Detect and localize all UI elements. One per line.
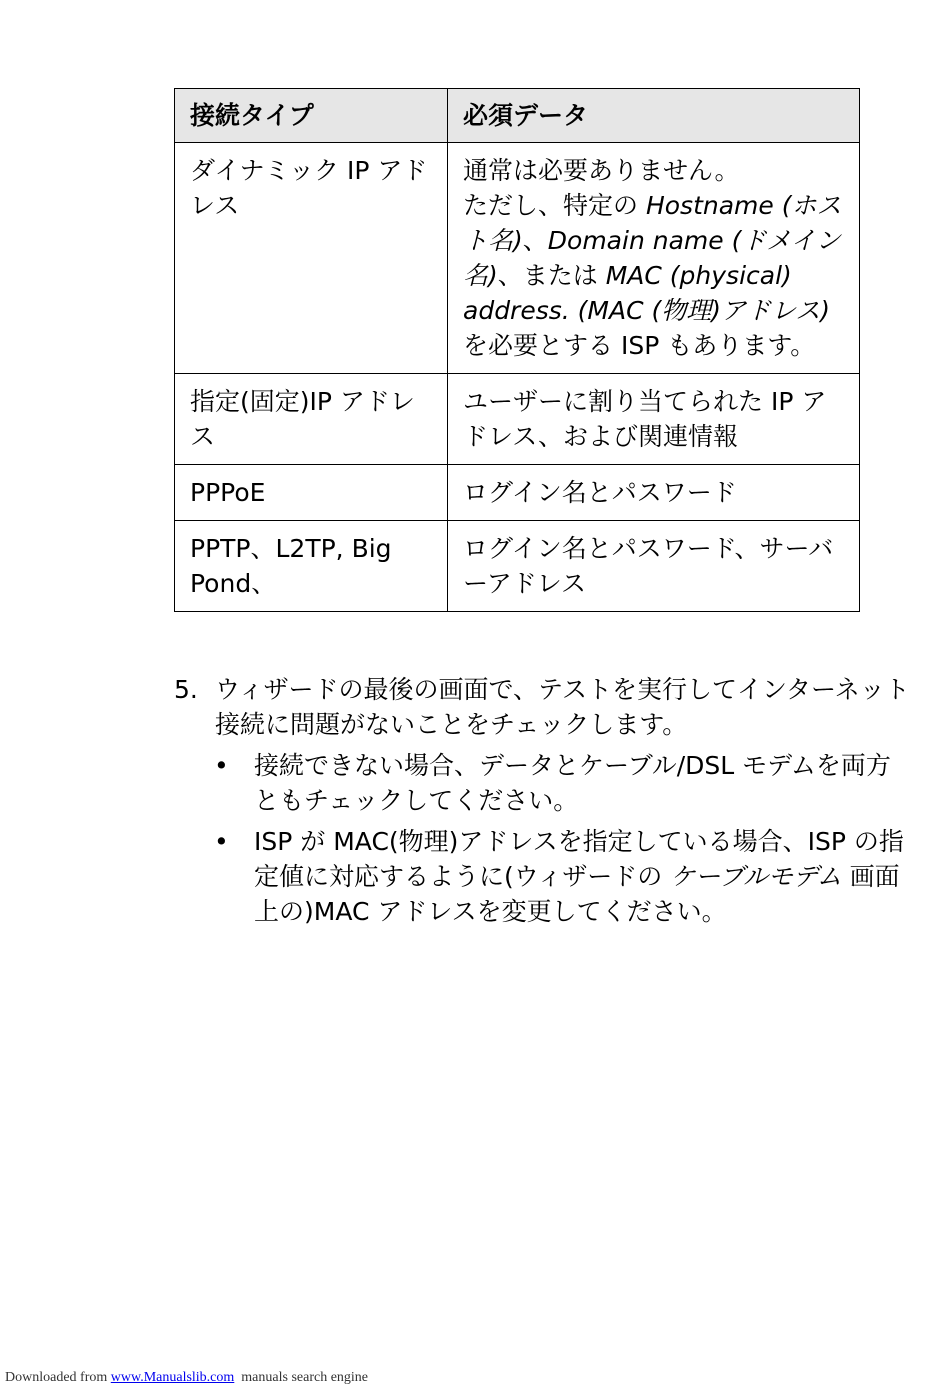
- cell-data: ユーザーに割り当てられた IP アドレス、および関連情報: [448, 374, 860, 465]
- cell-type: PPPoE: [175, 465, 448, 521]
- footer-suffix: manuals search engine: [234, 1370, 369, 1385]
- table-row: [175, 465, 860, 521]
- cell-type: 指定(固定)IP アドレス: [175, 374, 448, 465]
- cell-data: [448, 143, 860, 374]
- bullet-item: [174, 824, 914, 929]
- data-part: を必要とする ISP もあります。: [463, 331, 816, 360]
- bullet-text-italic: ケーブルモデム: [670, 862, 842, 891]
- table-row: [175, 143, 860, 374]
- manualslib-link[interactable]: www.Manualslib.com: [110, 1370, 235, 1385]
- footer-prefix: Downloaded from: [5, 1370, 111, 1385]
- bullet-text: 画面上の)MAC アドレスを変更してください。: [254, 862, 900, 926]
- table-header-row: [175, 89, 860, 143]
- table-row: [175, 521, 860, 612]
- step-number: 5.: [174, 675, 198, 704]
- bullet-list: [174, 748, 914, 929]
- download-footer: [5, 1370, 368, 1386]
- connection-requirements-table: [174, 88, 860, 612]
- bullet-text: 接続できない場合、データとケーブル/DSL モデムを両方ともチェックしてください。: [254, 751, 891, 815]
- data-part: 、: [522, 226, 548, 255]
- table-row: [175, 374, 860, 465]
- header-required-data: 必須データ: [448, 89, 860, 143]
- bullet-icon: •: [214, 751, 229, 780]
- data-part: 、または: [497, 261, 606, 290]
- step-text: ウィザードの最後の画面で、テストを実行してインターネット接続に問題がないことをチェックします。: [215, 675, 910, 739]
- data-part: MAC (physical) address. (MAC (物理)アドレス): [463, 261, 830, 325]
- cell-type: ダイナミック IP アドレス: [175, 143, 448, 374]
- cell-data: ログイン名とパスワード、サーバーアドレス: [448, 521, 860, 612]
- data-part: 通常は必要ありません。 ただし、特定の: [463, 156, 740, 220]
- bullet-text: ISP が MAC(物理)アドレスを指定している場合、ISP の指定値に対応するように(ウィザードの: [254, 827, 904, 891]
- bullet-item: [174, 748, 914, 818]
- cell-type: PPTP、L2TP, Big Pond、: [175, 521, 448, 612]
- step-5: [174, 672, 914, 935]
- bullet-icon: •: [214, 827, 229, 856]
- header-connection-type: 接続タイプ: [175, 89, 448, 143]
- data-part: Domain name (ドメイン名): [463, 226, 841, 290]
- cell-data: ログイン名とパスワード: [448, 465, 860, 521]
- data-part: Hostname (ホスト名): [463, 191, 842, 255]
